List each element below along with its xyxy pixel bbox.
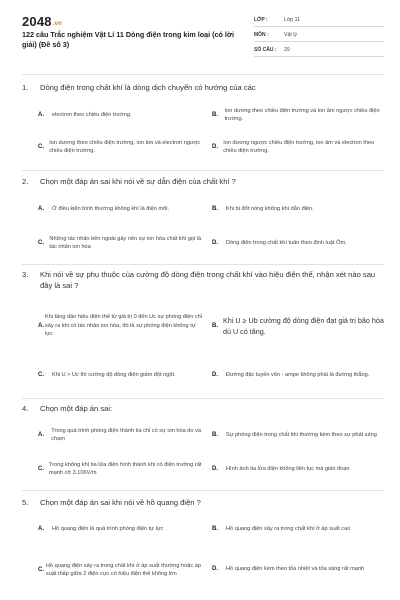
option-b[interactable]	[212, 104, 382, 126]
question-number: 3.	[22, 270, 29, 279]
option-text: Đường đặc tuyến vôn - ampe không phải là đường thẳng.	[226, 371, 370, 378]
option-letter: A.	[38, 206, 44, 212]
option-b[interactable]	[212, 200, 382, 218]
question-text: Dòng điện trong chất khí là dòng dịch chuyển có hướng của các	[40, 83, 256, 92]
header	[0, 0, 400, 62]
option-letter: C.	[38, 372, 44, 378]
option-letter: C.	[38, 240, 44, 246]
option-letter: C.	[38, 466, 44, 472]
option-text: Hình ảnh tia lửa điện không liên tục mà gián đoạn	[226, 465, 350, 472]
option-text: Ion dương theo chiều điện trường và ion âm ngược chiều điện trường.	[224, 107, 380, 122]
question-text: Chọn một đáp án sai khi nói về hồ quang điện ?	[40, 498, 201, 507]
divider	[22, 170, 384, 171]
option-c[interactable]	[38, 458, 208, 480]
option-c[interactable]	[38, 364, 203, 386]
option-letter: A.	[38, 112, 44, 118]
option-d[interactable]	[212, 364, 384, 386]
option-letter: B.	[212, 432, 218, 438]
meta-key: SỐ CÂU :	[254, 47, 277, 53]
option-letter: C.	[38, 567, 44, 573]
option-b[interactable]	[212, 424, 384, 446]
option-text: Khi U ≥ Ub cường độ dòng điện đạt giá trị bão hòa dù U có tăng.	[222, 316, 384, 336]
option-letter: B.	[212, 526, 218, 532]
option-d[interactable]	[212, 558, 384, 580]
option-letter: D.	[212, 466, 218, 472]
option-letter: C.	[38, 144, 44, 150]
option-text: Ở điều kiện bình thường không khí là điện môi.	[52, 205, 170, 212]
option-text: Trong không khí tia lửa điện hình thành khi có điện trường rất mạnh cỡ 3.106V/m	[49, 461, 202, 476]
option-letter: D.	[212, 240, 218, 246]
question-text: Chọn một đáp án sai:	[40, 404, 113, 413]
question-text: Chọn một đáp án sai khi nói về sự dẫn điện của chất khí ?	[40, 177, 236, 186]
option-letter: D.	[212, 144, 218, 150]
option-text: Khi tăng dần hiệu điện thế từ giá trị 0 đến Uc sự phóng điện chỉ sảy ra khi có tác nhân ion hóa, đó là sự phóng điện không tự lực	[44, 314, 203, 338]
option-a[interactable]	[38, 518, 208, 540]
option-text: Hồ quang điện là quá trình phóng điện tự lực	[52, 525, 164, 532]
option-letter: A.	[38, 323, 44, 329]
option-c[interactable]	[38, 554, 208, 586]
option-d[interactable]	[212, 232, 382, 254]
option-a[interactable]	[38, 424, 208, 446]
option-text: Trong quá trình phóng điện thành tia chỉ có sự ion hóa do va chạm	[51, 427, 201, 442]
option-d[interactable]	[212, 136, 382, 158]
meta-key: LỚP :	[254, 17, 268, 23]
divider	[22, 74, 384, 75]
meta-value: Vật lý	[284, 32, 297, 38]
option-text: Ion dương ngược chiều điện trường, ion âm và electron theo chiều điện trường.	[223, 139, 375, 154]
option-text: Hồ quang điện xảy ra trong chất khí ở áp suất cao	[226, 525, 351, 532]
option-b[interactable]	[212, 312, 384, 340]
option-text: Ion dương theo chiều điện trường, ion âm và electron ngược chiều điện trường.	[49, 139, 201, 154]
option-letter: B.	[212, 206, 218, 212]
option-b[interactable]	[212, 518, 384, 540]
option-text: Hồ quang điện sảy ra trong chất khí ở áp suất thường hoặc áp suất thấp giữa 2 điện cực có hiệu điện thế không lớn	[45, 562, 201, 577]
option-c[interactable]	[38, 232, 208, 254]
site-logo[interactable]	[22, 14, 62, 29]
option-d[interactable]	[212, 458, 384, 480]
meta-row-count	[254, 44, 384, 57]
option-text: Dòng điện trong chất khí tuân theo định luật Ôm.	[226, 239, 347, 246]
divider	[22, 490, 384, 491]
option-a[interactable]	[38, 198, 208, 220]
logo-suffix: .vn	[52, 21, 63, 27]
option-letter: D.	[212, 566, 218, 572]
option-text: Khi bị đốt nóng không khí dẫn điện.	[226, 205, 314, 212]
meta-row-subject	[254, 29, 384, 42]
divider	[22, 398, 384, 399]
option-text: Khi U > Uc thì cường độ dòng điện giảm đột ngột.	[52, 371, 176, 378]
option-letter: B.	[212, 323, 218, 329]
meta-row-class	[254, 14, 384, 27]
question-number: 4.	[22, 404, 29, 413]
option-letter: A.	[38, 526, 44, 532]
option-letter: D.	[212, 372, 218, 378]
option-letter: A.	[38, 432, 44, 438]
meta-value: 29	[284, 47, 290, 53]
option-text: Hồ quang điện kèm theo tỏa nhiệt và tỏa sáng rất mạnh	[226, 565, 365, 572]
question-text: Khi nói về sự phụ thuộc của cường độ dòng điện trong chất khí vào hiệu điện thế, nhận xét nào sau đây là sai ?	[40, 270, 376, 290]
option-a[interactable]	[38, 304, 203, 348]
question-number: 2.	[22, 177, 29, 186]
question-number: 1.	[22, 83, 29, 92]
meta-key: MÔN :	[254, 32, 269, 38]
meta-info	[254, 14, 384, 59]
logo-text: 2048	[22, 14, 52, 29]
option-c[interactable]	[38, 136, 208, 158]
option-a[interactable]	[38, 106, 208, 124]
option-text: Sự phóng điện trong chất khí thường kèm theo sự phát sáng	[226, 431, 377, 438]
option-letter: B.	[212, 112, 218, 118]
meta-value: Lớp 11	[284, 17, 300, 23]
page-title: 122 câu Trắc nghiệm Vật Lí 11 Dòng điện trong kim loại (có lời giải) (Đề số 3)	[22, 30, 234, 49]
question-number: 5.	[22, 498, 29, 507]
option-text: Những tác nhân bên ngoài gây nên sự ion hóa chất khí gọi là tác nhân ion hóa	[49, 235, 202, 250]
divider	[22, 264, 384, 265]
option-text: electron theo chiều điện trường.	[52, 111, 132, 118]
